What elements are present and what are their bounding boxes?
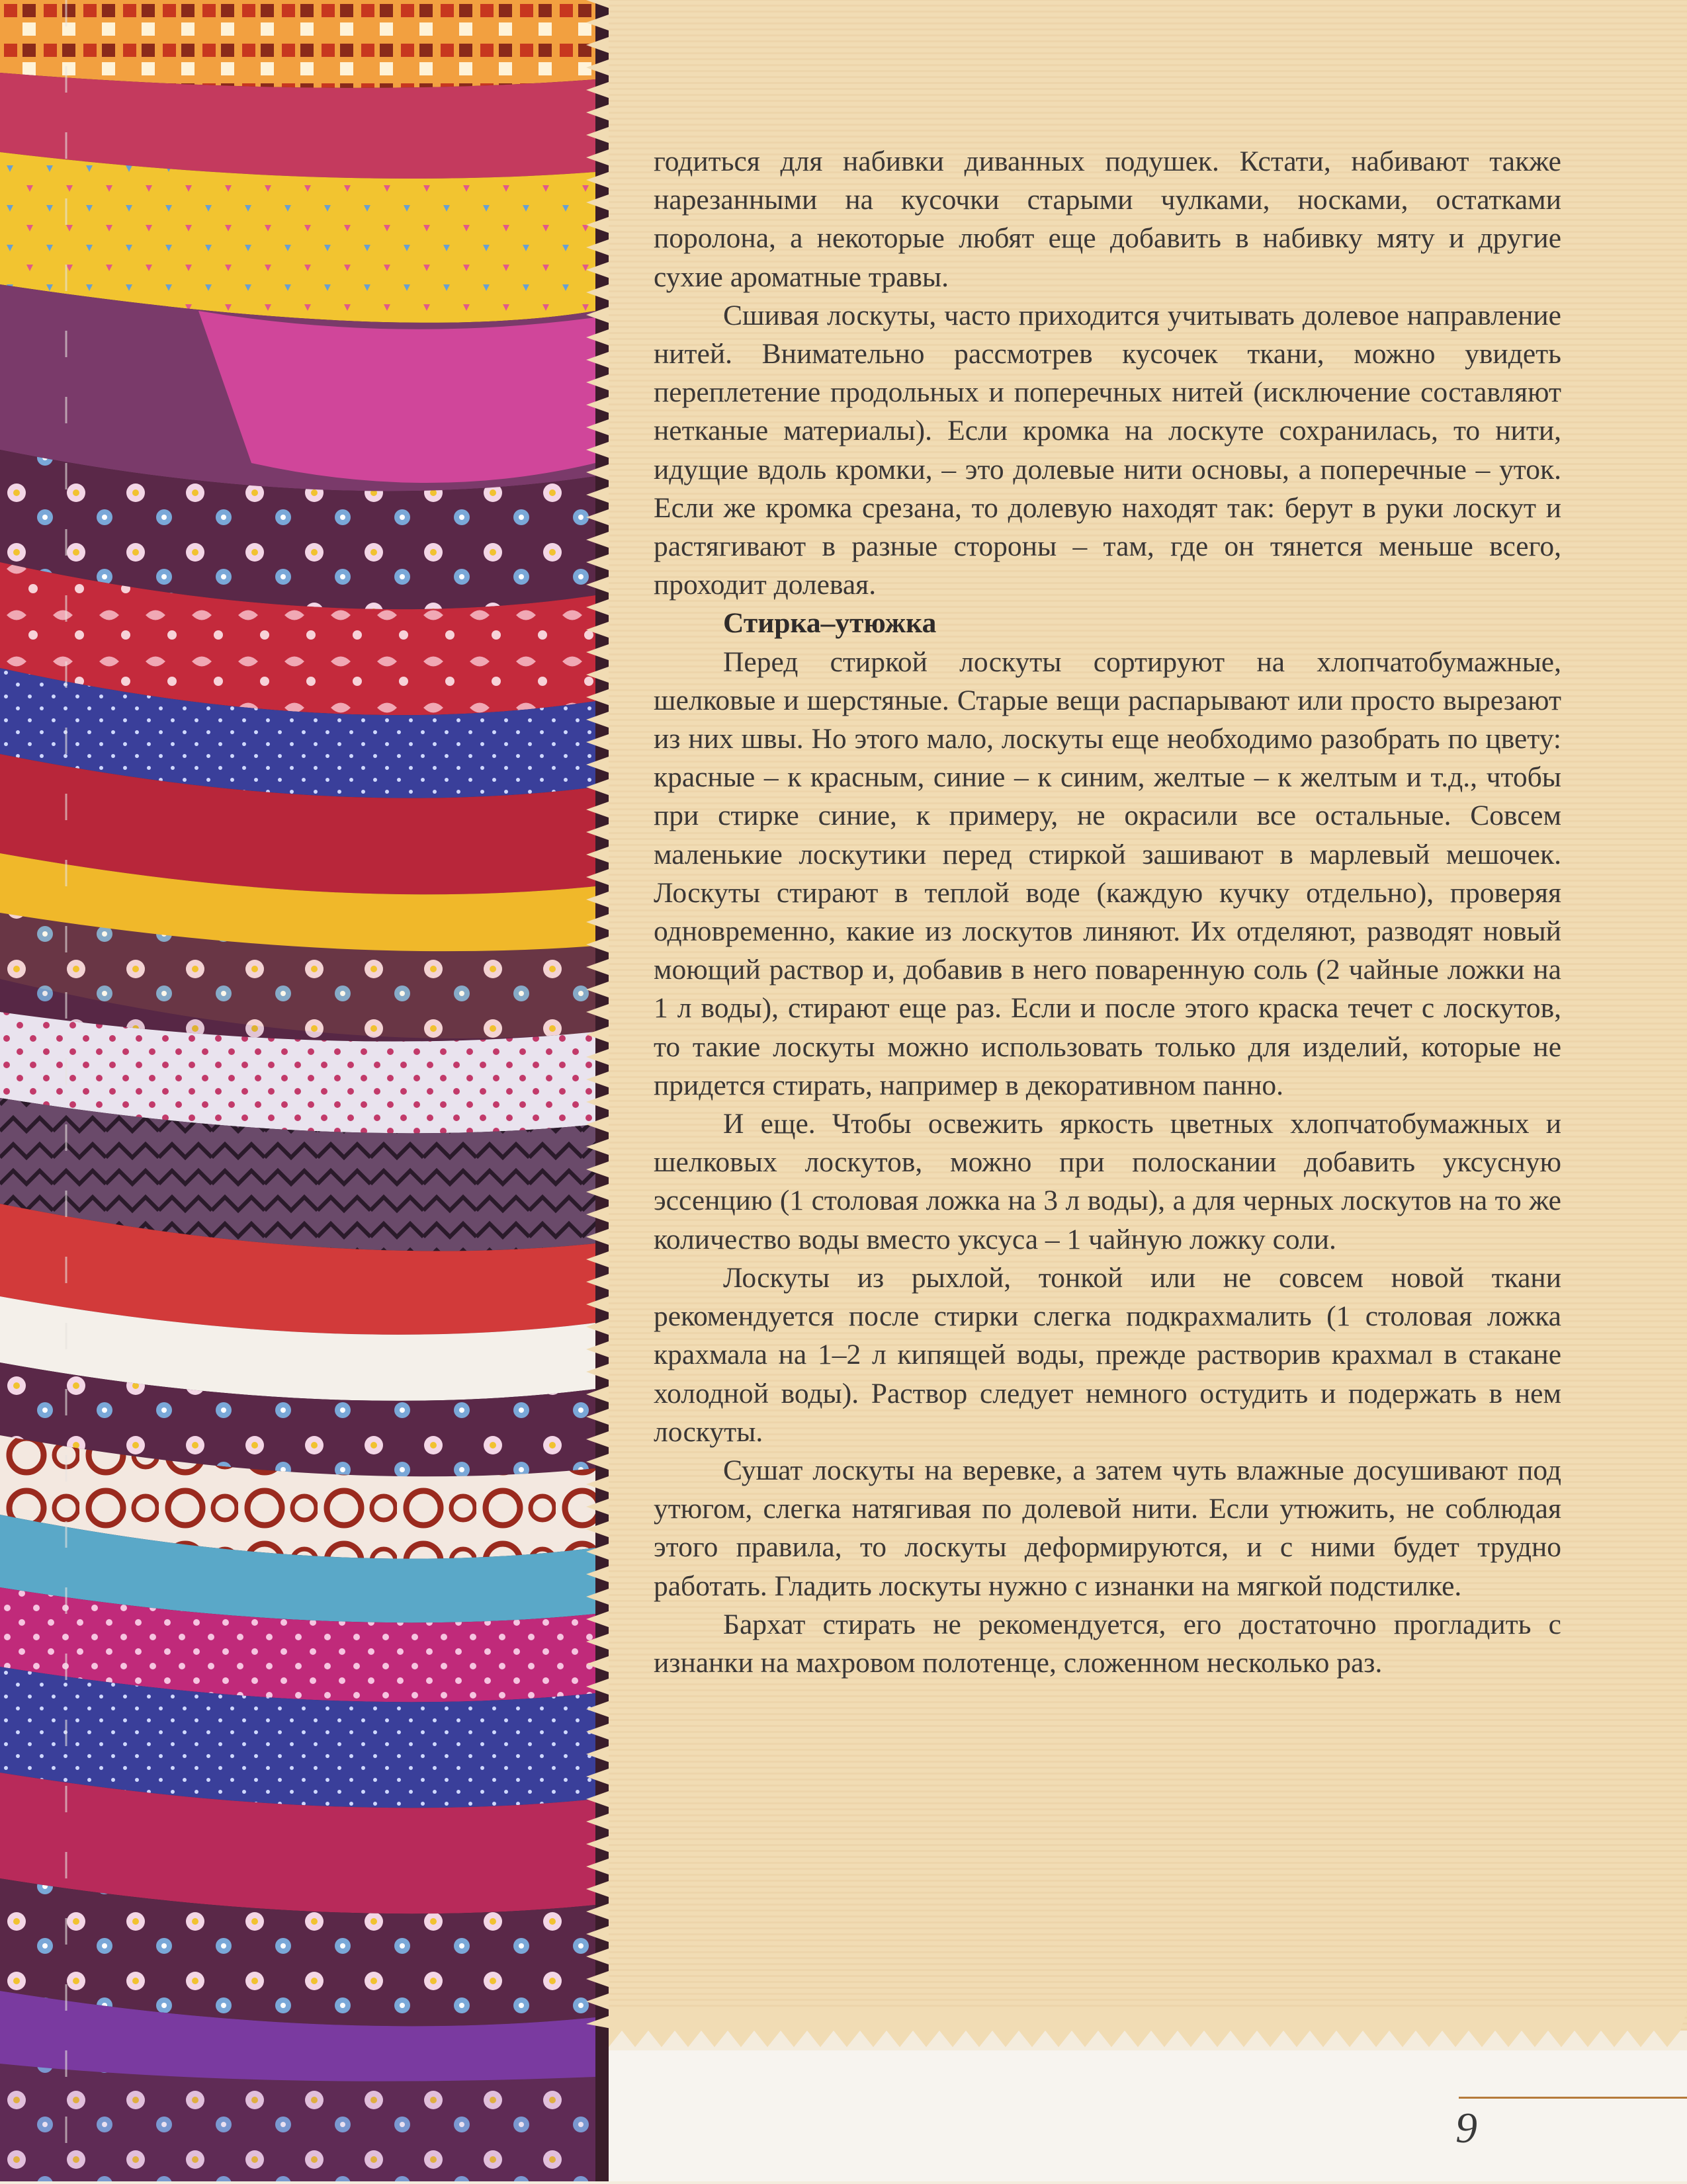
paragraph-1: годиться для набивки диванных подушек. Кстати, набивают также нарезанными на кусочки старыми чулками, носками, остатками поролона, а некоторые любят еще добавить в набивку мяту и другие сухие ароматные травы. [654,146,1561,293]
footer-rule [1459,2097,1687,2099]
paragraph-5: Лоскуты из рыхлой, тонкой или не совсем новой ткани рекомендуется после стирки слегка подкрахмалить (1 столовая ложка крахмала на 1–2 л кипящей воды, прежде растворив крахмал в стакане холодной воды). Раствор следует немного остудить и подержать в нем лоскуты. [654,1261,1561,1448]
page-bottom-pinked-edge [609,2011,1687,2050]
page-number: 9 [1455,2104,1477,2152]
stacked-fabrics-photo [0,0,609,2181]
paragraph-3: Перед стиркой лоскуты сортируют на хлопчатобумажные, шелковые и шерстяные. Старые вещи распарывают или просто вырезают из них швы. Но этого мало, лоскуты еще необходимо разобрать по цвету: красные – к красным, синие – к синим, желтые – к желтым и т.д., чтобы при стирке синие, к примеру, не окрасили все остальные. Совсем маленькие лоскутики перед стиркой зашивают в марлевый мешочек. Лоскуты стирают в теплой воде (каждую кучку отдельно), проверяя одновременно, какие из лоскутов линяют. Их отделяют, разводят новый моющий раствор и, добавив в него поваренную соль (2 чайные ложки на 1 л воды), стирают еще раз. Если и после этого краска течет с лоскутов, то такие лоскуты можно использовать только для изделий, которые не придется стирать, например в декоративном панно. [654,646,1561,1101]
paragraph-4: И еще. Чтобы освежить яркость цветных хлопчатобумажных и шелковых лоскутов, можно при полоскании добавить уксусную эссенцию (1 столовая ложка на 3 л воды), а для черных лоскутов на то же количество воды вместо уксуса – 1 чайную ложку соли. [654,1108,1561,1255]
section-heading: Стирка–утюжка [723,607,937,640]
body-text [654,142,1561,1682]
page-footer-area [609,2050,1687,2181]
paragraph-7: Бархат стирать не рекомендуется, его достаточно прогладить с изнанки на махровом полотенце, сложенном несколько раз. [654,1608,1561,1679]
paragraph-2: Сшивая лоскуты, часто приходится учитывать долевое направление нитей. Внимательно рассмотрев кусочек ткани, можно увидеть переплетение продольных и поперечных нитей (исключение составляют нетканые материалы). Если кромка на лоскуте сохранилась, то нити, идущие вдоль кромки, – это долевые нити основы, а поперечные – уток. Если же кромка срезана, то долевую находят так: берут в руки лоскут и растягивают в разные стороны – там, где он тянется меньше всего, проходит долевая. [654,299,1561,601]
paragraph-6: Сушат лоскуты на веревке, а затем чуть влажные досушивают под утюгом, слегка натягивая по долевой нити. Если утюжить, не соблюдая этого правила, то лоскуты деформируются, и с ними будет трудно работать. Гладить лоскуты нужно с изнанки на мягкой подстилке. [654,1454,1561,1602]
